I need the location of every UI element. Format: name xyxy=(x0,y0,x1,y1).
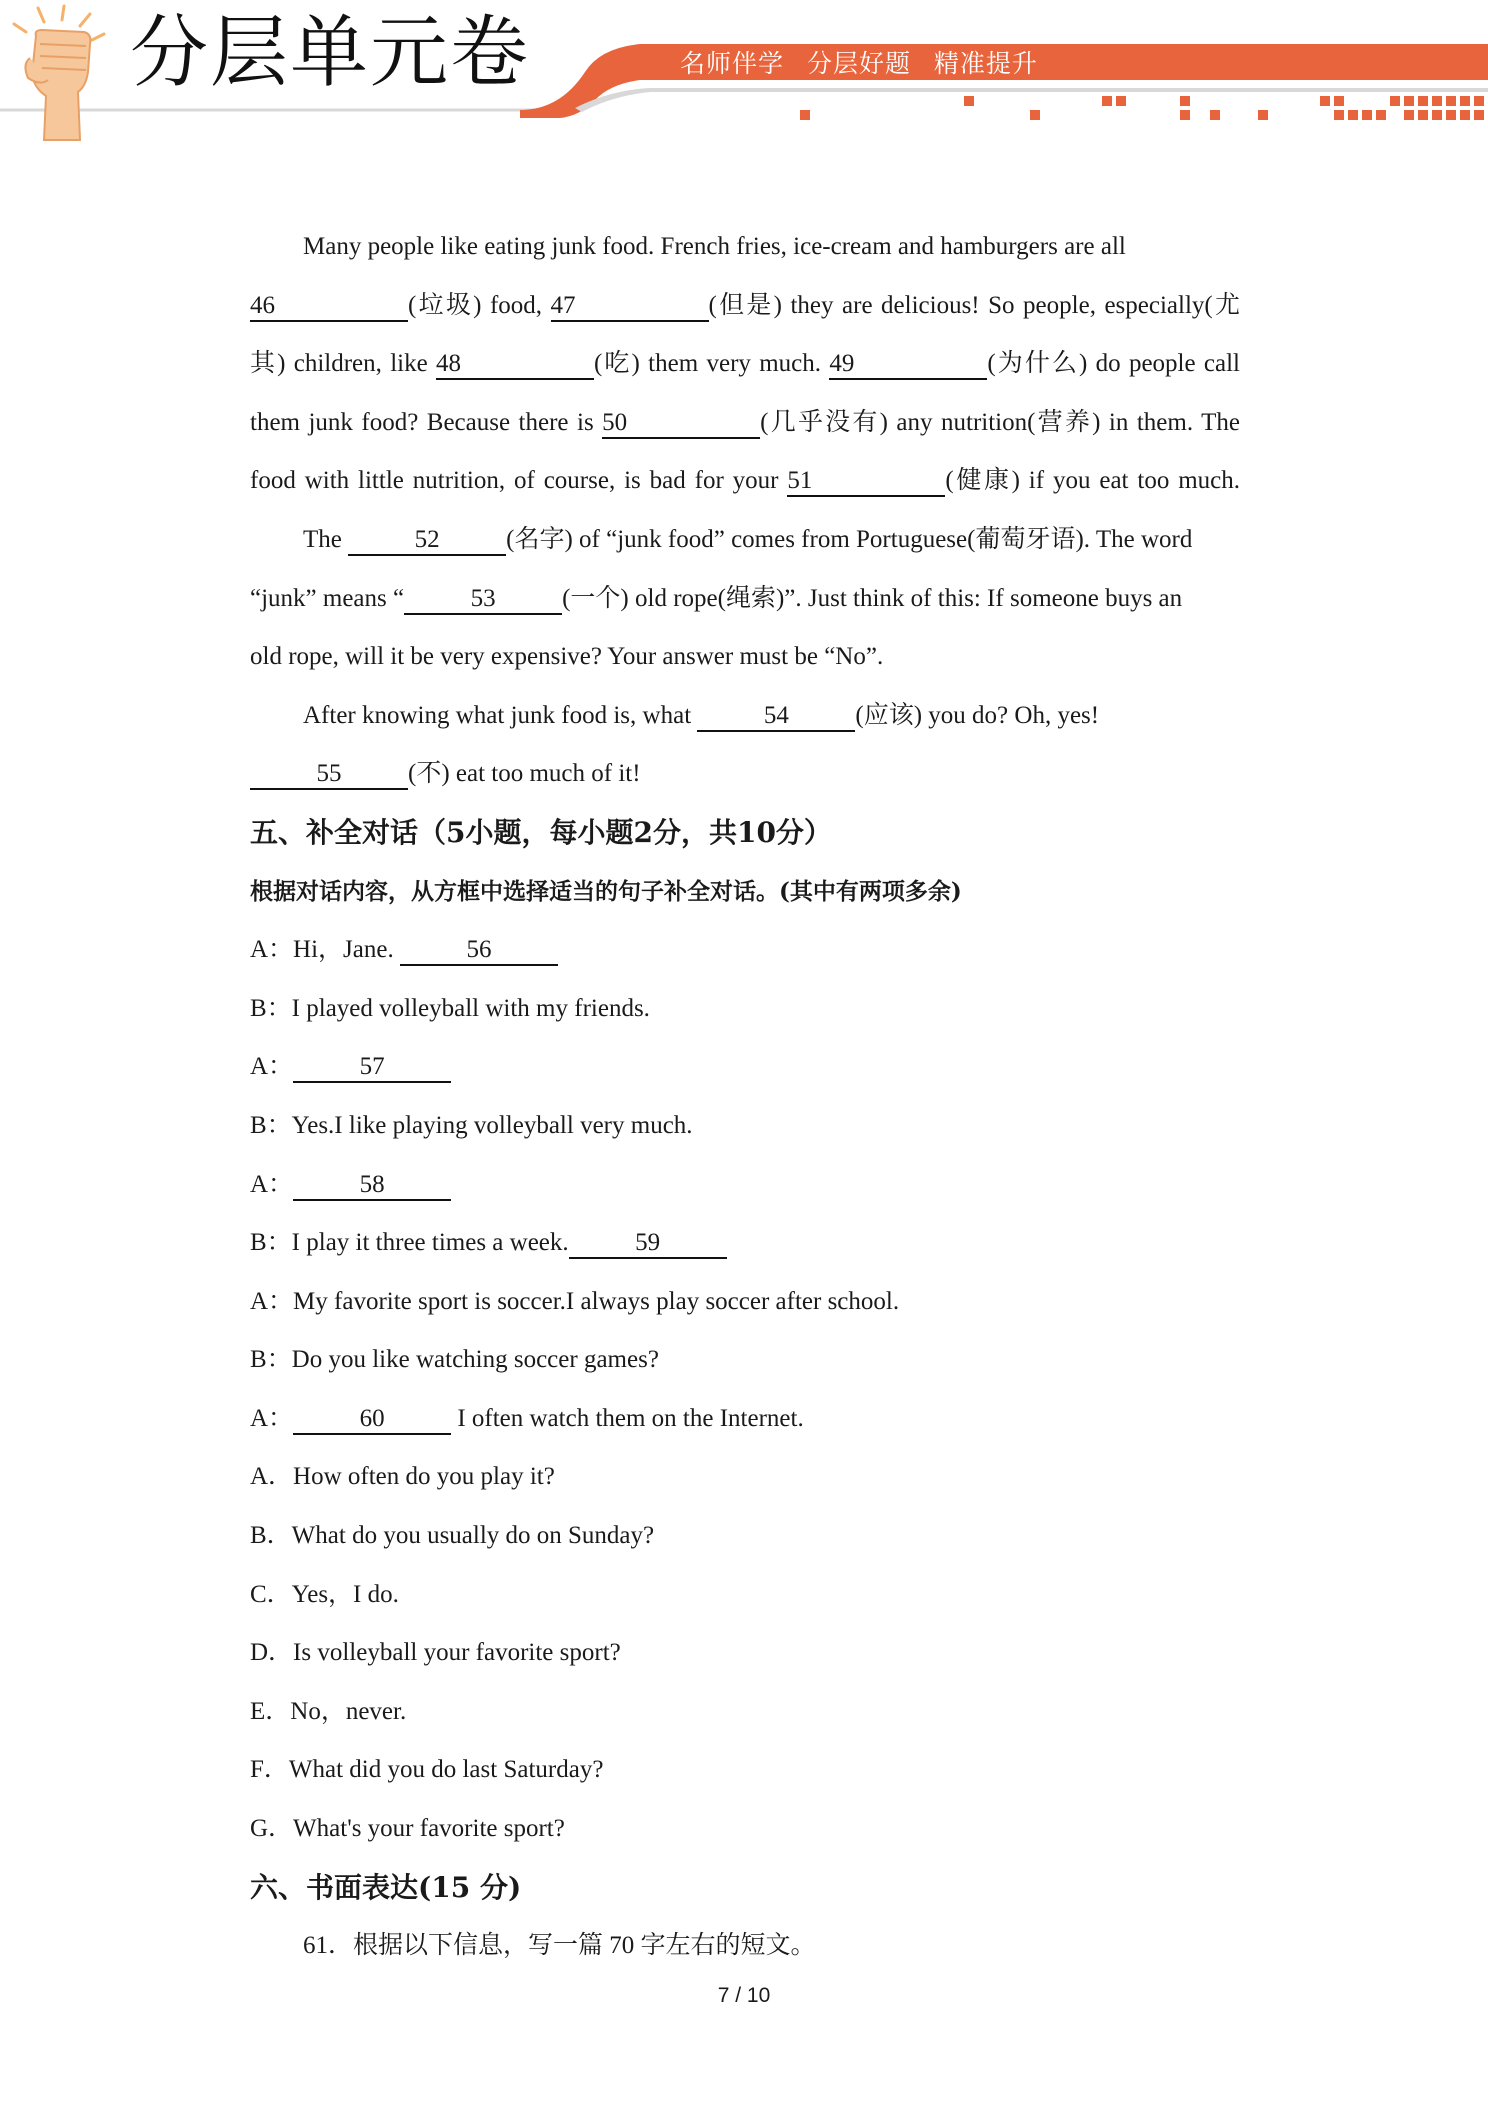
answer-blank-55: 55 xyxy=(250,760,408,790)
answer-blank-53: 53 xyxy=(404,585,562,615)
p1-line-4 xyxy=(250,394,1240,453)
text-segment: (一个) old rope(绳索)”. Just think of this: If someone buys an xyxy=(562,584,1183,612)
text-segment: (但是) they are delicious! So people, especially(尤 xyxy=(708,291,1240,319)
text-segment: A：My favorite sport is soccer.I always play soccer after school. xyxy=(250,1287,900,1315)
dialogue-line xyxy=(250,1214,1240,1273)
option-d: D．Is volleyball your favorite sport? xyxy=(250,1639,621,1667)
option-b: B．What do you usually do on Sunday? xyxy=(250,1522,655,1550)
text-segment: B：Do you like watching soccer games? xyxy=(250,1346,659,1374)
p1-line-1: Many people like eating junk food. French fries, ice-cream and hamburgers are all xyxy=(303,233,1126,260)
text-segment: I often watch them on the Internet. xyxy=(451,1404,804,1432)
answer-blank-56: 56 xyxy=(400,936,558,966)
text-segment: (为什么) do people call xyxy=(987,350,1240,378)
dialogue-line xyxy=(250,921,1240,980)
dialogue xyxy=(250,921,1240,1448)
brand-slogan: 名师伴学 分层好题 精准提升 xyxy=(680,49,1038,78)
option-g: G．What's your favorite sport? xyxy=(250,1815,565,1843)
p1-line-2 xyxy=(250,277,1240,336)
text-segment: B：I played volleyball with my friends. xyxy=(250,994,650,1022)
dialogue-line xyxy=(250,1097,1240,1156)
answer-blank-47: 47 xyxy=(551,292,709,322)
question-61: 61．根据以下信息，写一篇 70 字左右的短文。 xyxy=(303,1932,816,1960)
page-number: 7 / 10 xyxy=(717,1984,771,2007)
answer-blank-57: 57 xyxy=(293,1053,451,1083)
answer-blank-58: 58 xyxy=(293,1171,451,1201)
text-segment: food with little nutrition, of course, is bad for your xyxy=(250,467,788,495)
answer-blank-52: 52 xyxy=(348,526,506,556)
text-segment: them junk food? Because there is xyxy=(250,408,603,436)
text-segment: (垃圾) food, xyxy=(408,291,551,319)
p2-line-3: old rope, will it be very expensive? Your answer must be “No”. xyxy=(250,643,884,671)
dialogue-line xyxy=(250,1156,1240,1215)
answer-blank-59: 59 xyxy=(569,1229,727,1259)
page-content xyxy=(250,218,1240,1976)
answer-blank-49: 49 xyxy=(829,350,987,380)
answer-blank-46: 46 xyxy=(250,292,408,322)
page-header xyxy=(0,0,1488,150)
p3-line-2 xyxy=(250,745,1240,804)
answer-blank-60: 60 xyxy=(293,1405,451,1435)
text-segment: “junk” means “ xyxy=(250,584,405,612)
text-segment: B：I play it three times a week. xyxy=(250,1229,569,1257)
text-segment: (健康) if you eat too much. xyxy=(945,467,1240,495)
option-list xyxy=(250,1448,1240,1858)
text-segment: A： xyxy=(250,1053,294,1081)
dialogue-line xyxy=(250,1390,1240,1449)
text-segment: (吃) them very much. xyxy=(594,350,830,378)
text-segment: (应该) you do? Oh, yes! xyxy=(855,701,1100,729)
section6-title: 六、书面表达(15 分) xyxy=(250,1870,522,1904)
option-c: C．Yes，I do. xyxy=(250,1580,399,1608)
text-segment: (名字) of “junk food” comes from Portuguese(葡萄牙语). The word xyxy=(506,525,1193,553)
dialogue-line xyxy=(250,1331,1240,1390)
dialogue-line xyxy=(250,1038,1240,1097)
p1-line-3 xyxy=(250,335,1240,394)
brand-title: 分层单元卷 xyxy=(130,8,531,98)
text-segment: After knowing what junk food is, what xyxy=(303,701,698,729)
answer-blank-54: 54 xyxy=(697,702,855,732)
text-segment: A：Hi，Jane. xyxy=(250,936,400,964)
decor-squares xyxy=(800,96,1484,120)
option-f: F．What did you do last Saturday? xyxy=(250,1756,604,1784)
p2-line-2 xyxy=(250,570,1240,629)
answer-blank-51: 51 xyxy=(787,467,945,497)
raised-fist-icon xyxy=(14,6,104,140)
text-segment: B：Yes.I like playing volleyball very much. xyxy=(250,1111,693,1139)
section5-title: 五、补全对话（5小题，每小题2分，共10分） xyxy=(250,815,832,849)
text-segment: A： xyxy=(250,1404,294,1432)
dialogue-line xyxy=(250,980,1240,1039)
option-e: E．No，never. xyxy=(250,1697,407,1725)
p2-line-1 xyxy=(250,511,1240,570)
text-segment: The xyxy=(303,525,349,553)
p3-line-1 xyxy=(250,687,1240,746)
section5-instruction: 根据对话内容，从方框中选择适当的句子补全对话。(其中有两项多余) xyxy=(250,877,962,905)
text-segment: (不) eat too much of it! xyxy=(408,760,641,788)
dialogue-line xyxy=(250,1273,1240,1332)
answer-blank-50: 50 xyxy=(602,409,760,439)
p1-line-5 xyxy=(250,452,1240,511)
text-segment: A： xyxy=(250,1170,294,1198)
option-a: A．How often do you play it? xyxy=(250,1463,555,1491)
text-segment: 其) children, like xyxy=(250,350,437,378)
answer-blank-48: 48 xyxy=(436,350,594,380)
text-segment: (几乎没有) any nutrition(营养) in them. The xyxy=(760,408,1240,436)
